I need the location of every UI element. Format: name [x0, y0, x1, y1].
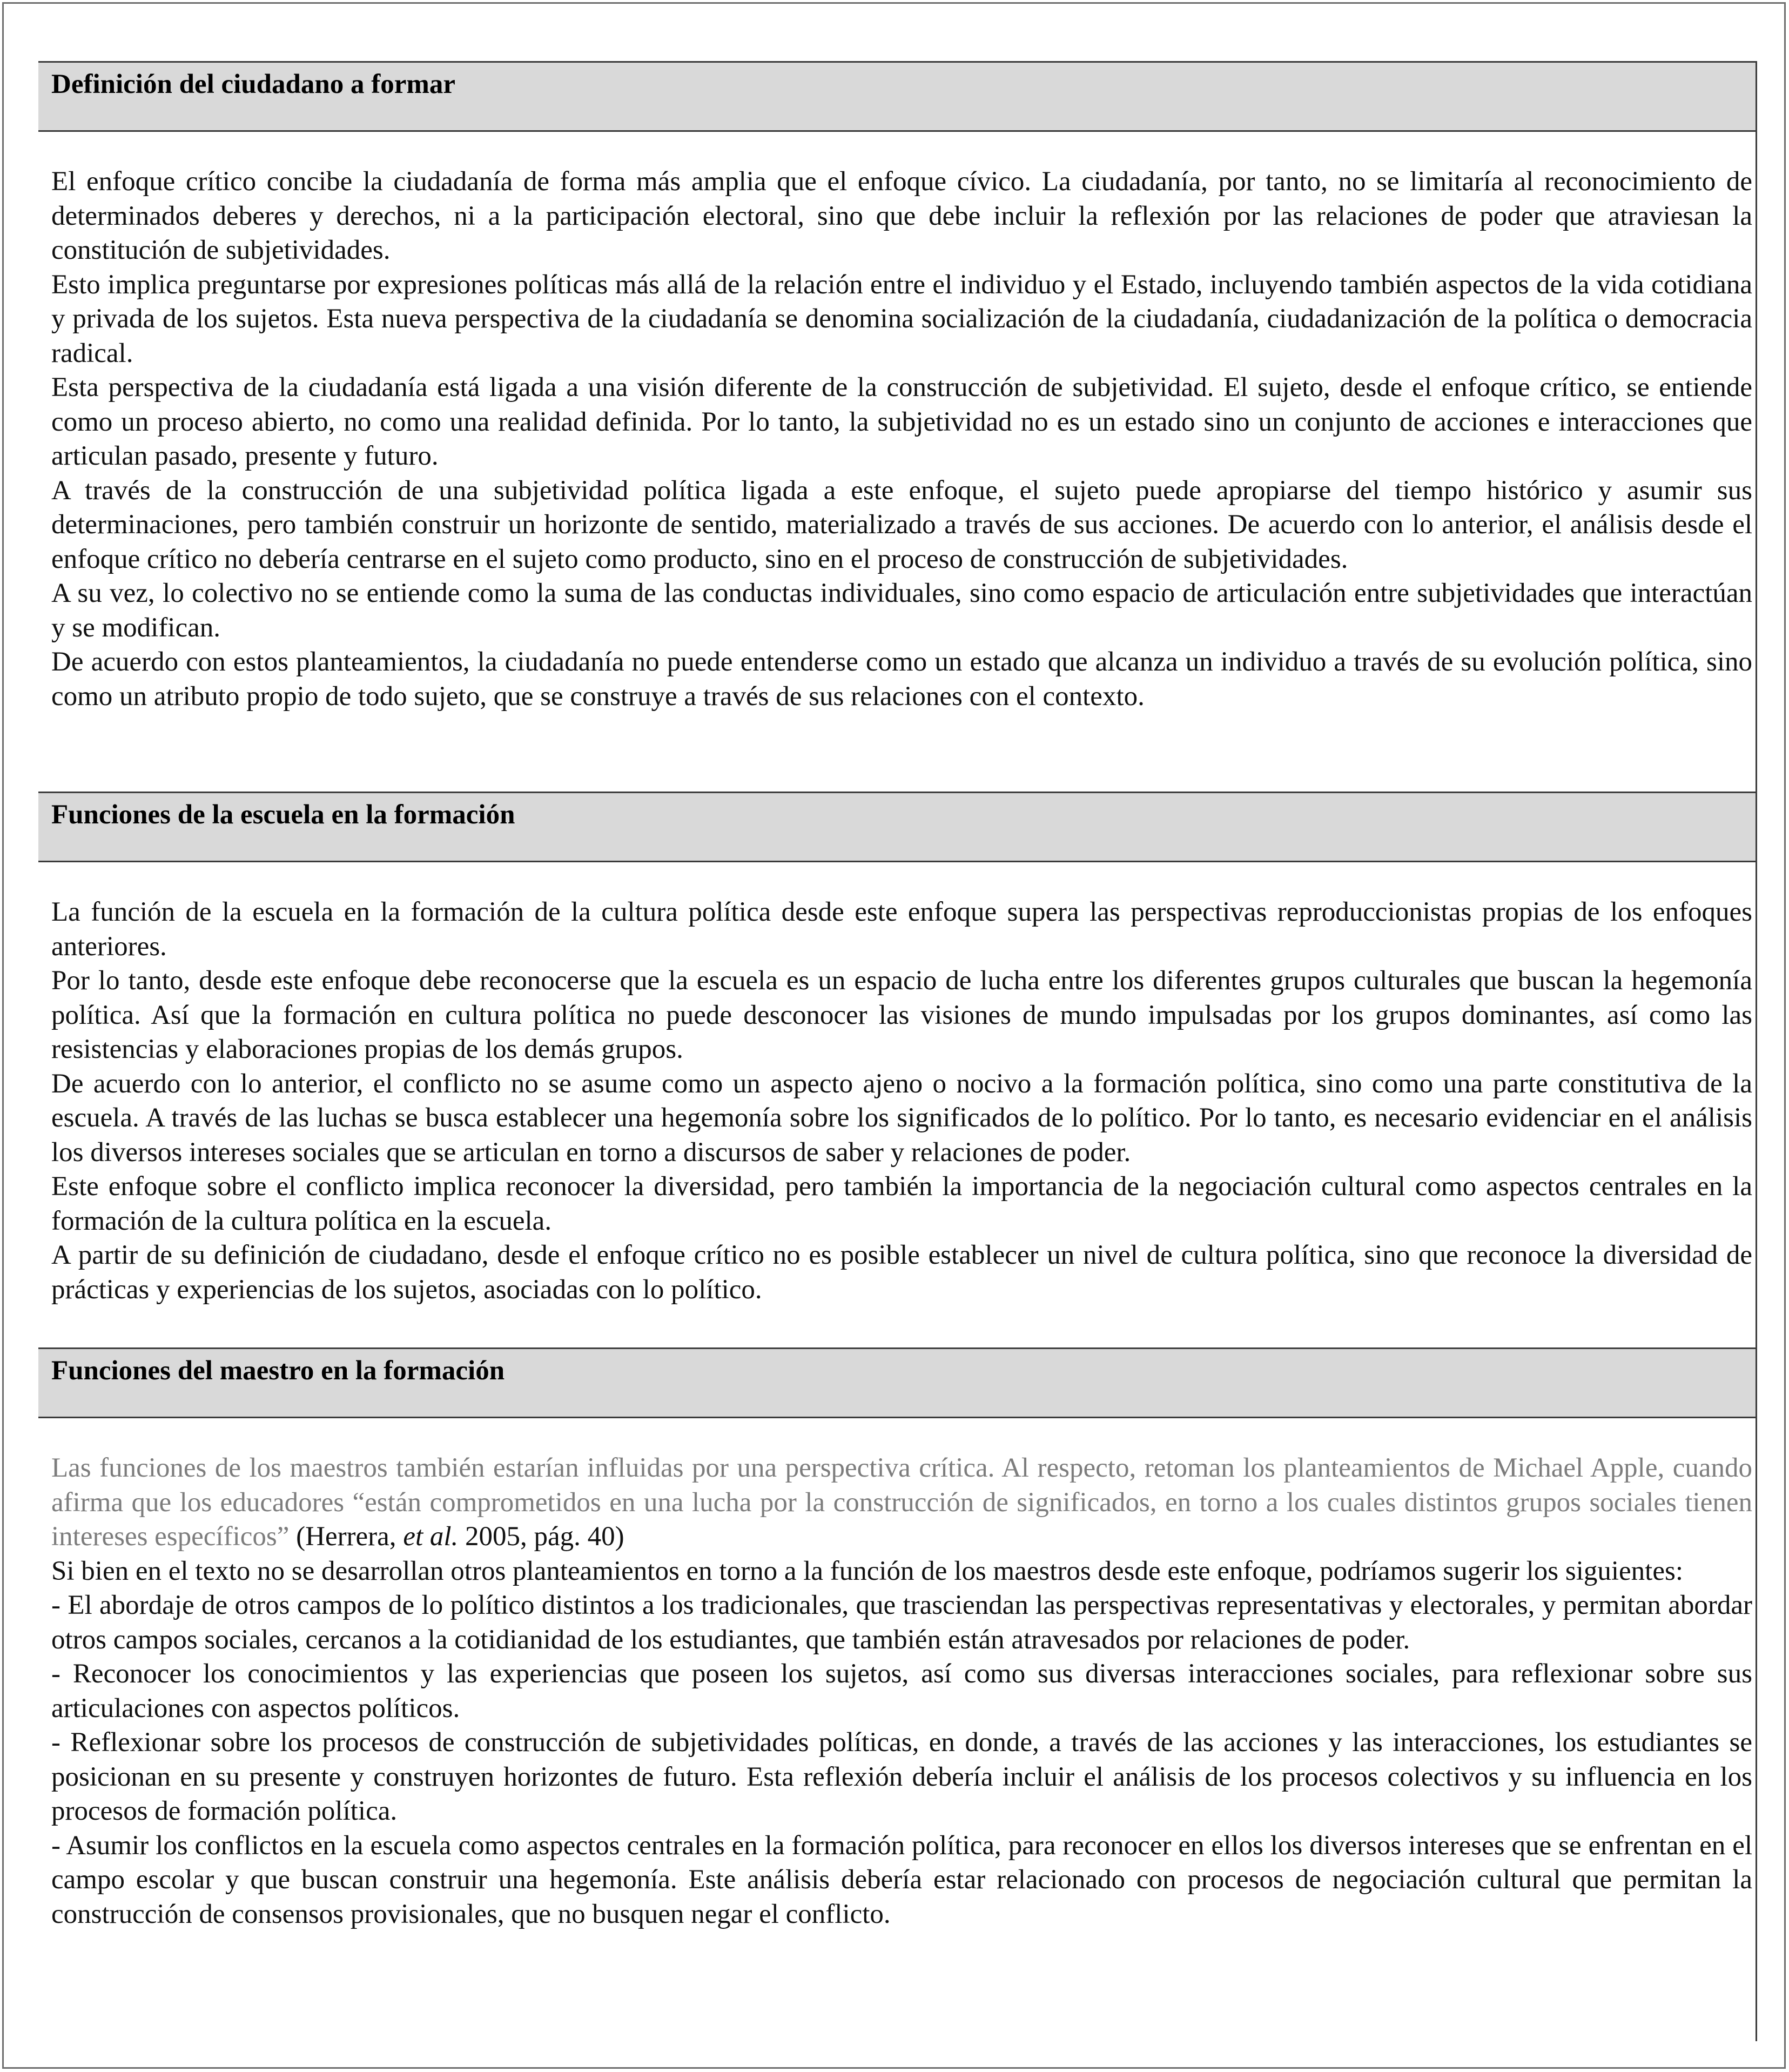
- paragraph: De acuerdo con lo anterior, el conflicto no se asume como un aspecto ajeno o nocivo a la formación política, sino como una parte constitutiva de la escuela. A través de las luchas se busca establecer una hegemonía sobre los significados de lo político. Por lo tanto, es necesario evidenciar en el análisis los diversos intereses sociales que se articulan en torno a discursos de saber y relaciones de poder.: [51, 1068, 1752, 1168]
- paragraph: A través de la construcción de una subjetividad política ligada a este enfoque, el sujeto puede apropiarse del tiempo histórico y asumir sus determinaciones, pero también construir un horizonte de sentido, materializado a través de sus acciones. De acuerdo con lo anterior, el análisis desde el enfoque crítico no debería centrarse en el sujeto como producto, sino en el proceso de construcción de subjetividades.: [51, 475, 1752, 574]
- citation-etal: et al.: [403, 1521, 459, 1552]
- page-frame: [2, 2, 1786, 2069]
- section-heading-maestro: [38, 1347, 1756, 1418]
- section-body-ciudadano: [51, 165, 1752, 714]
- paragraph: Esto implica preguntarse por expresiones políticas más allá de la relación entre el individuo y el Estado, incluyendo también aspectos de la vida cotidiana y privada de los sujetos. Esta nueva perspectiva de la ciudadanía se denomina socialización de la ciudadanía, ciudadanización de la política o democracia radical.: [51, 269, 1752, 368]
- paragraph: Este enfoque sobre el conflicto implica reconocer la diversidad, pero también la importancia de la negociación cultural como aspectos centrales en la formación de la cultura política en la escuela.: [51, 1171, 1752, 1236]
- paragraph: De acuerdo con estos planteamientos, la ciudadanía no puede entenderse como un estado que alcanza un individuo a través de su evolución política, sino como un atributo propio de todo sujeto, que se construye a través de sus relaciones con el contexto.: [51, 647, 1752, 712]
- list-item: - Asumir los conflictos en la escuela como aspectos centrales en la formación política, para reconocer en ellos los diversos intereses que se enfrentan en el campo escolar y que buscan construir una hegemonía. Este análisis debería estar relacionado con procesos de negociación cultural que permitan la construcción de consensos provisionales, que no busquen negar el conflicto.: [51, 1830, 1752, 1929]
- content-table: [38, 61, 1757, 2041]
- section-heading-text: Definición del ciudadano a formar: [51, 69, 455, 99]
- paragraph: Si bien en el texto no se desarrollan otros planteamientos en torno a la función de los maestros desde este enfoque, podríamos sugerir los siguientes:: [51, 1555, 1684, 1586]
- section-heading-escuela: [38, 792, 1756, 862]
- citation-author: (Herrera,: [296, 1521, 403, 1552]
- section-body-escuela: [51, 895, 1752, 1307]
- list-item: - El abordaje de otros campos de lo político distintos a los tradicionales, que trasciendan las perspectivas representativas y electorales, y permitan abordar otros campos sociales, cercanos a la cotidianidad de los estudiantes, que también están atravesados por relaciones de poder.: [51, 1590, 1752, 1655]
- paragraph: Esta perspectiva de la ciudadanía está ligada a una visión diferente de la construcción de subjetividad. El sujeto, desde el enfoque crítico, se entiende como un proceso abierto, no como una realidad definida. Por lo tanto, la subjetividad no es un estado sino un conjunto de acciones e interacciones que articulan pasado, presente y futuro.: [51, 372, 1752, 471]
- citation: [296, 1521, 624, 1552]
- section-body-maestro: [51, 1451, 1752, 1932]
- paragraph: El enfoque crítico concibe la ciudadanía de forma más amplia que el enfoque cívico. La ciudadanía, por tanto, no se limitaría al reconocimiento de determinados deberes y derechos, ni a la participación electoral, sino que debe incluir la reflexión por las relaciones de poder que atraviesan la constitución de subjetividades.: [51, 166, 1752, 265]
- section-heading-ciudadano: [38, 61, 1756, 132]
- citation-year: 2005, pág. 40): [458, 1521, 624, 1552]
- quote-paragraph: [51, 1451, 1752, 1554]
- paragraph: A partir de su definición de ciudadano, desde el enfoque crítico no es posible establecer un nivel de cultura política, sino que reconoce la diversidad de prácticas y experiencias de los sujetos, asociadas con lo político.: [51, 1240, 1752, 1305]
- quote-text: Las funciones de los maestros también estarían influidas por una perspectiva crítica. Al respecto, retoman los planteamientos de Michael Apple, cuando afirma que los educadores “están comprometidos en una lucha por la construcción de significados, en torno a los cuales distintos grupos sociales tienen intereses específicos”: [51, 1453, 1752, 1552]
- paragraph: La función de la escuela en la formación de la cultura política desde este enfoque supera las perspectivas reproduccionistas propias de los enfoques anteriores.: [51, 897, 1752, 962]
- paragraph: Por lo tanto, desde este enfoque debe reconocerse que la escuela es un espacio de lucha entre los diferentes grupos culturales que buscan la hegemonía política. Así que la formación en cultura política no puede desconocer las visiones de mundo impulsadas por los grupos dominantes, así como las resistencias y elaboraciones propias de los demás grupos.: [51, 965, 1752, 1064]
- section-heading-text: Funciones de la escuela en la formación: [51, 800, 515, 830]
- section-heading-text: Funciones del maestro en la formación: [51, 1356, 505, 1386]
- paragraph: A su vez, lo colectivo no se entiende como la suma de las conductas individuales, sino como espacio de articulación entre subjetividades que interactúan y se modifican.: [51, 578, 1752, 643]
- list-item: - Reflexionar sobre los procesos de construcción de subjetividades políticas, en donde, a través de las acciones y las interacciones, los estudiantes se posicionan en su presente y construyen horizontes de futuro. Esta reflexión debería incluir el análisis de los procesos colectivos y su influencia en los procesos de formación política.: [51, 1727, 1752, 1826]
- list-item: - Reconocer los conocimientos y las experiencias que poseen los sujetos, así como sus diversas interacciones sociales, para reflexionar sobre sus articulaciones con aspectos políticos.: [51, 1659, 1752, 1724]
